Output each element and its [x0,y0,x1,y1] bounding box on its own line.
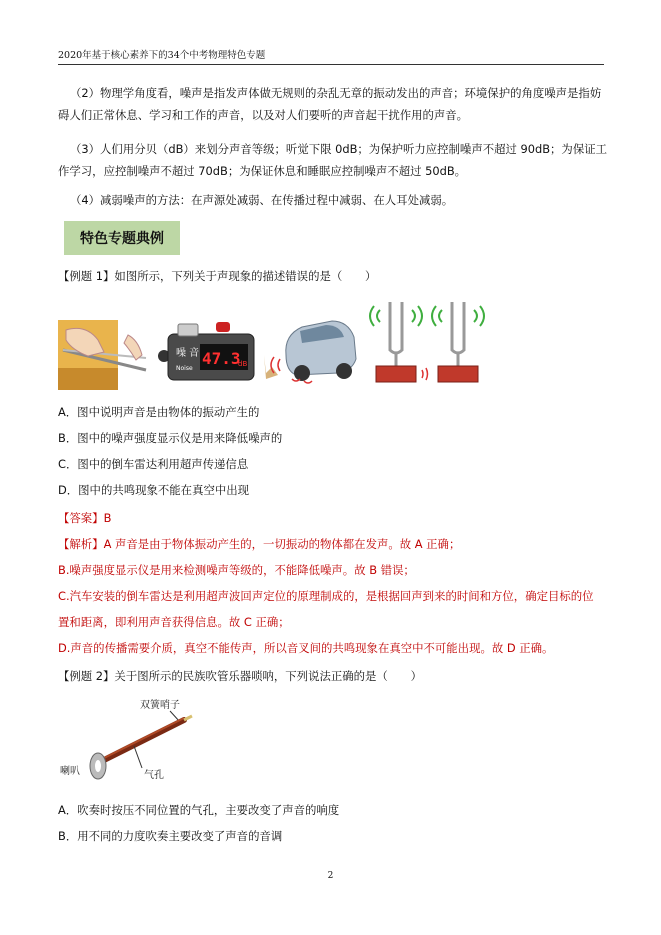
tuning-fork-figure [366,296,488,388]
tuning-fork-right [452,302,464,353]
example1-option-d: D．图中的共鸣现象不能在真空中出现 [58,483,250,497]
label-reed: 双簧哨子 [140,700,180,711]
analysis-line-3: C.汽车安装的倒车雷达是利用超声波回声定位的原理制成的，是根据回声到来的时间和方位，确定目标的位 [58,589,594,603]
analysis-line-5: D.声音的传播需要介质，真空不能传声，所以音叉间的共鸣现象在真空中不可能出现。故 D 正确。 [58,641,554,655]
example1-option-b: B．图中的噪声强度显示仪是用来降低噪声的 [58,431,283,445]
example2-option-b: B．用不同的力度吹奏主要改变了声音的音调 [58,829,283,843]
analysis-line-2: B.噪声强度显示仪是用来检测噪声等级的，不能降低噪声。故 B 错误； [58,563,415,577]
point-3-line1: （3）人们用分贝（dB）来划分声音等级；听觉下限 0dB；为保护听力应控制噪声不超过 90dB；为保证工 [70,142,607,156]
section-tag: 特色专题典例 [64,221,180,255]
meter-value: 47.3 [202,349,241,368]
suona-body [100,720,184,762]
example2-question: 【例题 2】关于图所示的民族吹管乐器唢呐，下列说法正确的是（ ） [58,669,422,683]
tuning-fork-left [390,302,402,353]
point-2-line2: 碍人们正常休息、学习和工作的声音，以及对人们要听的声音起干扰作用的声音。 [58,108,469,122]
noise-meter-figure [158,320,260,382]
meter-unit: dB [238,360,248,368]
radar-waves [271,357,280,373]
page-number: 2 [327,871,334,881]
analysis-line-1: 【解析】A 声音是由于物体振动产生的，一切振动的物体都在发声。故 A 正确； [58,537,461,551]
example1-option-c: C．图中的倒车雷达利用超声传递信息 [58,457,249,471]
example1-question: 【例题 1】如图所示，下列关于声现象的描述错误的是（ ） [58,269,377,283]
analysis-line-4: 置和距离，即利用声音获得信息。故 C 正确； [58,615,290,629]
table-side [58,368,118,390]
resonance-box-right [438,366,478,382]
example1-option-a: A．图中说明声音是由物体的振动产生的 [58,405,260,419]
label-holes: 气孔 [144,770,164,781]
header-rule [58,64,604,65]
ruler-vibration-figure [58,310,150,390]
meter-label-top: 噪 音 [176,348,200,359]
suona-figure [58,696,208,786]
point-3-line2: 作学习，应控制噪声不超过 70dB；为保证休息和睡眠应控制噪声不超过 50dB。 [58,164,467,178]
fork-waves-left [370,306,380,326]
example2-option-a: A．吹奏时按压不同位置的气孔，主要改变了声音的响度 [58,803,340,817]
example1-answer: 【答案】B [58,511,112,525]
label-horn: 喇叭 [60,766,80,777]
point-4-line1: （4）减弱噪声的方法：在声源处减弱、在传播过程中减弱、在人耳处减弱。 [70,193,454,207]
resonance-box-left [376,366,416,382]
point-2-line1: （2）物理学角度看，噪声是指发声体做无规则的杂乱无章的振动发出的声音；环境保护的角度噪声是指妨 [70,86,602,100]
page-header: 2020年基于核心素养下的34个中考物理特色专题 [58,50,266,61]
meter-label-bottom: Noise [176,365,193,372]
suona-reed [184,716,192,720]
reversing-radar-figure [262,315,358,387]
